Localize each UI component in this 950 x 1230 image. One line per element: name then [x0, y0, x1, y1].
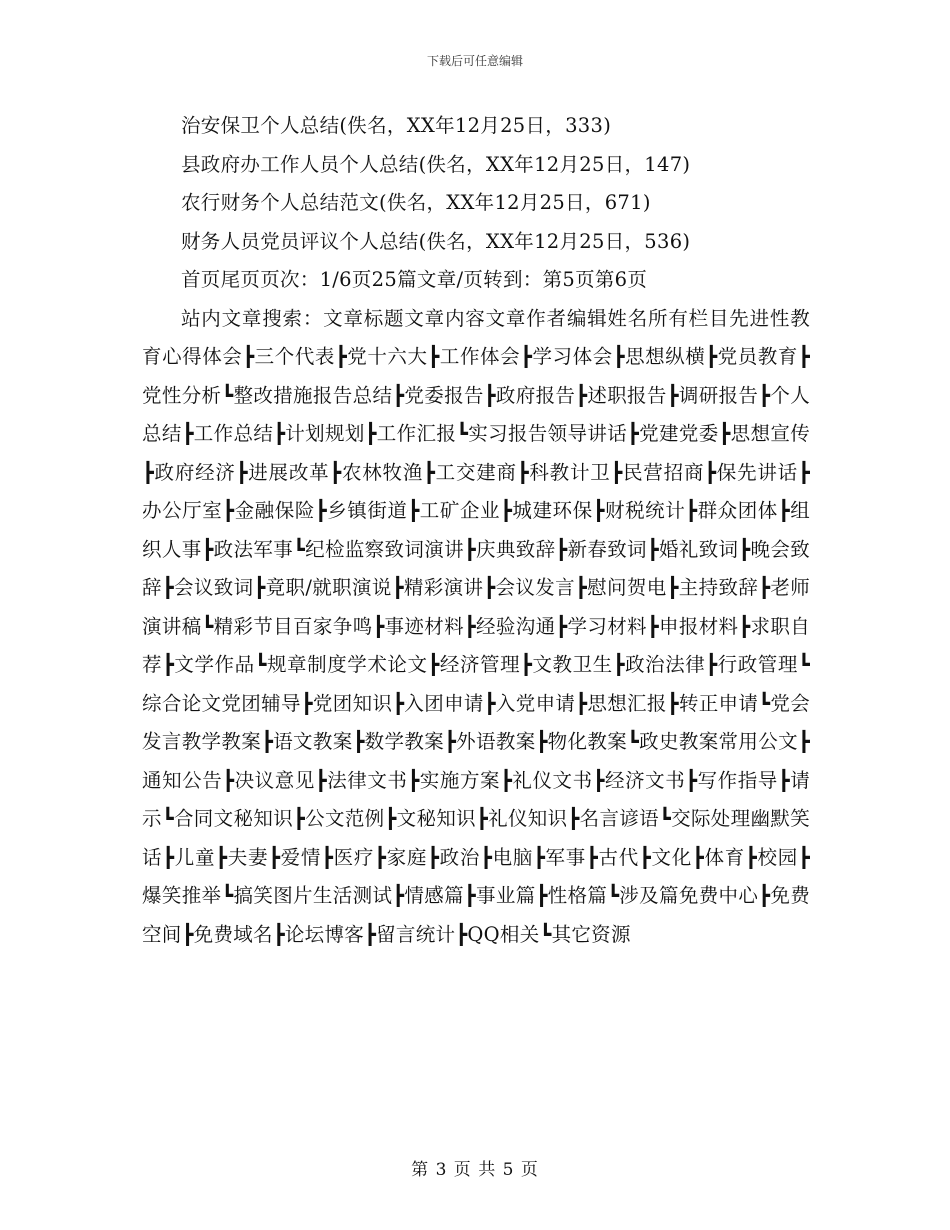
- page-header-note: 下载后可任意编辑: [426, 54, 523, 68]
- article-entry: 财务人员党员评议个人总结(佚名，XX年12月25日，536): [181, 229, 691, 253]
- document-body: [142, 107, 810, 954]
- article-entry: 治安保卫个人总结(佚名，XX年12月25日，333): [181, 114, 612, 137]
- article-entry: 农行财务个人总结范文(佚名，XX年12月25日，671): [181, 191, 651, 214]
- page-number-footer: 第 3 页 共 5 页: [411, 1160, 539, 1180]
- pagination-text: 首页尾页页次：1/6页25篇文章/页转到：第5页第6页: [181, 268, 648, 291]
- article-entry: 县政府办工作人员个人总结(佚名，XX年12月25日，147): [181, 152, 691, 176]
- site-search-category-list: 站内文章搜索：文章标题文章内容文章作者编辑姓名所有栏目先进性教育心得体会┣三个代表┣党十六大┣工作体会┣学习体会┣思想纵横┣党员教育┣党性分析┗整改措施报告总结┣党委报告┣政府报告┣述职报告┣调研报告┣个人总结┣工作总结┣计划规划┣工作汇报┗实习报告领导讲话┣党建党委┣思想宣传┣政府经济┣进展改革┣农林牧渔┣工交建商┣科教计卫┣民营招商┣保先讲话┣办公厅室┣金融保险┣乡镇街道┣工矿企业┣城建环保┣财税统计┣群众团体┣组织人事┣政法军事┗纪检监察致词演讲┣庆典致辞┣新春致词┣婚礼致词┣晚会致辞┣会议致词┣竟职/就职演说┣精彩演讲┣会议发言┣慰问贺电┣主持致辞┣老师演讲稿┗精彩节目百家争鸣┣事迹材料┣经验沟通┣学习材料┣申报材料┣求职自荐┣文学作品┗规章制度学术论文┣经济管理┣文教卫生┣政治法律┣行政管理┗综合论文党团辅导┣党团知识┣入团申请┣入党申请┣思想汇报┣转正申请┗党会发言教学教案┣语文教案┣数学教案┣外语教案┣物化教案┗政史教案常用公文┣通知公告┣决议意见┣法律文书┣实施方案┣礼仪文书┣经济文书┣写作指导┣请示┗合同文秘知识┣公文范例┣文秘知识┣礼仪知识┣名言谚语┗交际处理幽默笑话┣儿童┣夫妻┣爱情┣医疗┣家庭┣政治┣电脑┣军事┣古代┣文化┣体育┣校园┣爆笑推举┗搞笑图片生活测试┣情感篇┣事业篇┣性格篇┗涉及篇免费中心┣免费空间┣免费域名┣论坛博客┣留言统计┣QQ相关┗其它资源: [142, 306, 810, 946]
